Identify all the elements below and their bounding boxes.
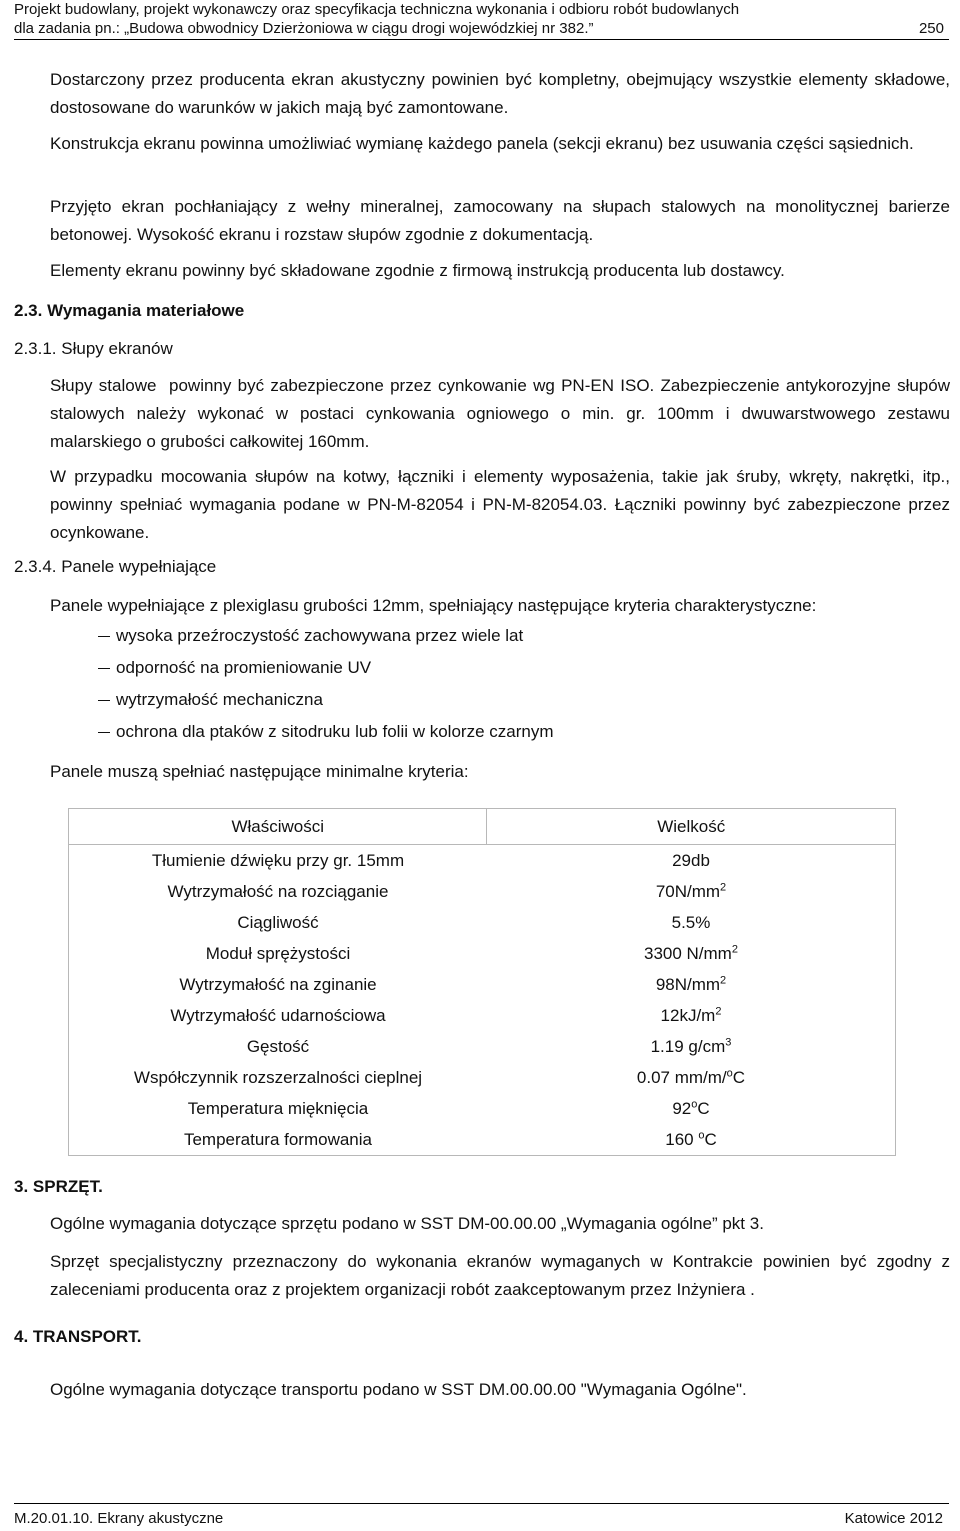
criteria-item: odporność na promieniowanie UV	[98, 657, 371, 679]
value-cell: 5.5%	[487, 907, 896, 938]
table-row	[69, 969, 896, 1000]
dash-bullet	[98, 668, 110, 669]
paragraph-equipment-general: Ogólne wymagania dotyczące sprzętu podano w SST DM-00.00.00 „Wymagania ogólne” pkt 3.	[50, 1214, 764, 1233]
property-cell: Ciągliwość	[69, 907, 487, 938]
value-cell: $12kJ/m^2$	[487, 1000, 896, 1031]
page-number: 250	[918, 20, 944, 37]
table-header-row	[69, 809, 896, 845]
header-project-title: dla zadania pn.: „Budowa obwodnicy Dzierżoniowa w ciągu drogi wojewódzkiej nr 382.”	[14, 20, 594, 37]
property-cell: Wytrzymałość udarnościowa	[69, 1000, 487, 1031]
property-cell: Wytrzymałość na zginanie	[69, 969, 487, 1000]
header-divider	[14, 39, 949, 40]
paragraph-screen-construction: Konstrukcja ekranu powinna umożliwiać wymianę każdego panela (sekcji ekranu) bez usuwania części sąsiednich.	[50, 134, 914, 153]
value-cell: $70N/mm^2$	[487, 876, 896, 907]
dash-bullet	[98, 636, 110, 637]
paragraph-transport-general: Ogólne wymagania dotyczące transportu podano w SST DM.00.00.00 "Wymagania Ogólne".	[50, 1380, 747, 1399]
value-cell: 92$^o$C	[487, 1093, 896, 1124]
paragraph-panels-intro: Panele wypełniające z plexiglasu grubości 12mm, spełniający następujące kryteria charakterystyczne:	[50, 596, 817, 615]
paragraph-screen-type: Przyjęto ekran pochłaniający z wełny mineralnej, zamocowany na słupach stalowych na monolitycznej barierze betonowej. Wysokość ekranu i rozstaw słupów zgodnie z dokumentacją.	[50, 197, 950, 244]
criteria-item: ochrona dla ptaków z sitodruku lub folii w kolorze czarnym	[98, 721, 553, 743]
paragraph-equipment-special: Sprzęt specjalistyczny przeznaczony do wykonania ekranów wymaganych w Kontrakcie powinien być zgodny z zaleceniami producenta oraz z projektem organizacji robót zaakceptowanym przez Inżyniera .	[50, 1252, 950, 1299]
section-2-3-4-title: 2.3.4. Panele wypełniające	[14, 557, 217, 576]
value-cell: 160 $^o$C	[487, 1124, 896, 1156]
paragraph-screen-delivery: Dostarczony przez producenta ekran akustyczny powinien być kompletny, obejmujący wszystkie elementy składowe, dostosowane do warunków w jakich mają być zamontowane.	[50, 70, 950, 117]
paragraph-columns-protection: Słupy stalowe powinny być zabezpieczone przez cynkowanie wg PN-EN ISO. Zabezpieczenie antykorozyjne słupów stalowych należy wykonać w postaci cynkowania ogniowego o min. gr. 100mm i dwuwarstwowego zestawu malarskiego o grubości całkowitej 160mm.	[50, 376, 955, 451]
table-row	[69, 938, 896, 969]
value-cell: 29db	[487, 845, 896, 877]
criteria-item: wysoka przeźroczystość zachowywana przez wiele lat	[98, 625, 523, 647]
property-cell: Wytrzymałość na rozciąganie	[69, 876, 487, 907]
column-header-property: Właściwości	[69, 809, 487, 845]
value-cell: 1.19 $g/cm^3$	[487, 1031, 896, 1062]
table-row	[69, 1093, 896, 1124]
table-row	[69, 907, 896, 938]
property-cell: Współczynnik rozszerzalności cieplnej	[69, 1062, 487, 1093]
paragraph-columns-fasteners: W przypadku mocowania słupów na kotwy, łączniki i elementy wyposażenia, takie jak śruby, wkręty, nakrętki, itp., powinny spełniać wymagania podane w PN-M-82054 i PN-M-82054.03. Łączniki powinny być zabezpieczone przez ocynkowane.	[50, 467, 950, 542]
footer-divider	[14, 1503, 949, 1504]
value-cell: $98N/mm^2$	[487, 969, 896, 1000]
property-cell: Tłumienie dźwięku przy gr. 15mm	[69, 845, 487, 877]
value-cell: 3300 $N/mm^2$	[487, 938, 896, 969]
footer-place-year: Katowice 2012	[844, 1510, 943, 1527]
table-row	[69, 845, 896, 877]
table-row	[69, 1000, 896, 1031]
property-cell: Temperatura mięknięcia	[69, 1093, 487, 1124]
property-cell: Gęstość	[69, 1031, 487, 1062]
table-row	[69, 876, 896, 907]
paragraph-min-criteria: Panele muszą spełniać następujące minimalne kryteria:	[50, 762, 469, 781]
table-row	[69, 1124, 896, 1156]
table-row	[69, 1062, 896, 1093]
dash-bullet	[98, 700, 110, 701]
page-header	[14, 0, 949, 38]
header-line-1: Projekt budowlany, projekt wykonawczy oraz specyfikacja techniczna wykonania i odbioru robót budowlanych	[14, 1, 740, 18]
property-cell: Moduł sprężystości	[69, 938, 487, 969]
footer-document-code: M.20.01.10. Ekrany akustyczne	[14, 1510, 224, 1527]
value-cell: 0.07 mm/m/$^o$C	[487, 1062, 896, 1093]
header-line-2	[14, 19, 949, 38]
section-4-title: 4. TRANSPORT.	[14, 1327, 142, 1346]
table-row	[69, 1031, 896, 1062]
criteria-item: wytrzymałość mechaniczna	[98, 689, 323, 711]
properties-table	[68, 808, 896, 1156]
section-2-3-title: 2.3. Wymagania materiałowe	[14, 301, 245, 320]
property-cell: Temperatura formowania	[69, 1124, 487, 1156]
section-2-3-1-title: 2.3.1. Słupy ekranów	[14, 339, 173, 358]
section-3-title: 3. SPRZĘT.	[14, 1177, 103, 1196]
paragraph-screen-storage: Elementy ekranu powinny być składowane zgodnie z firmową instrukcją producenta lub dostawcy.	[50, 261, 785, 280]
column-header-value: Wielkość	[487, 809, 896, 845]
dash-bullet	[98, 732, 110, 733]
